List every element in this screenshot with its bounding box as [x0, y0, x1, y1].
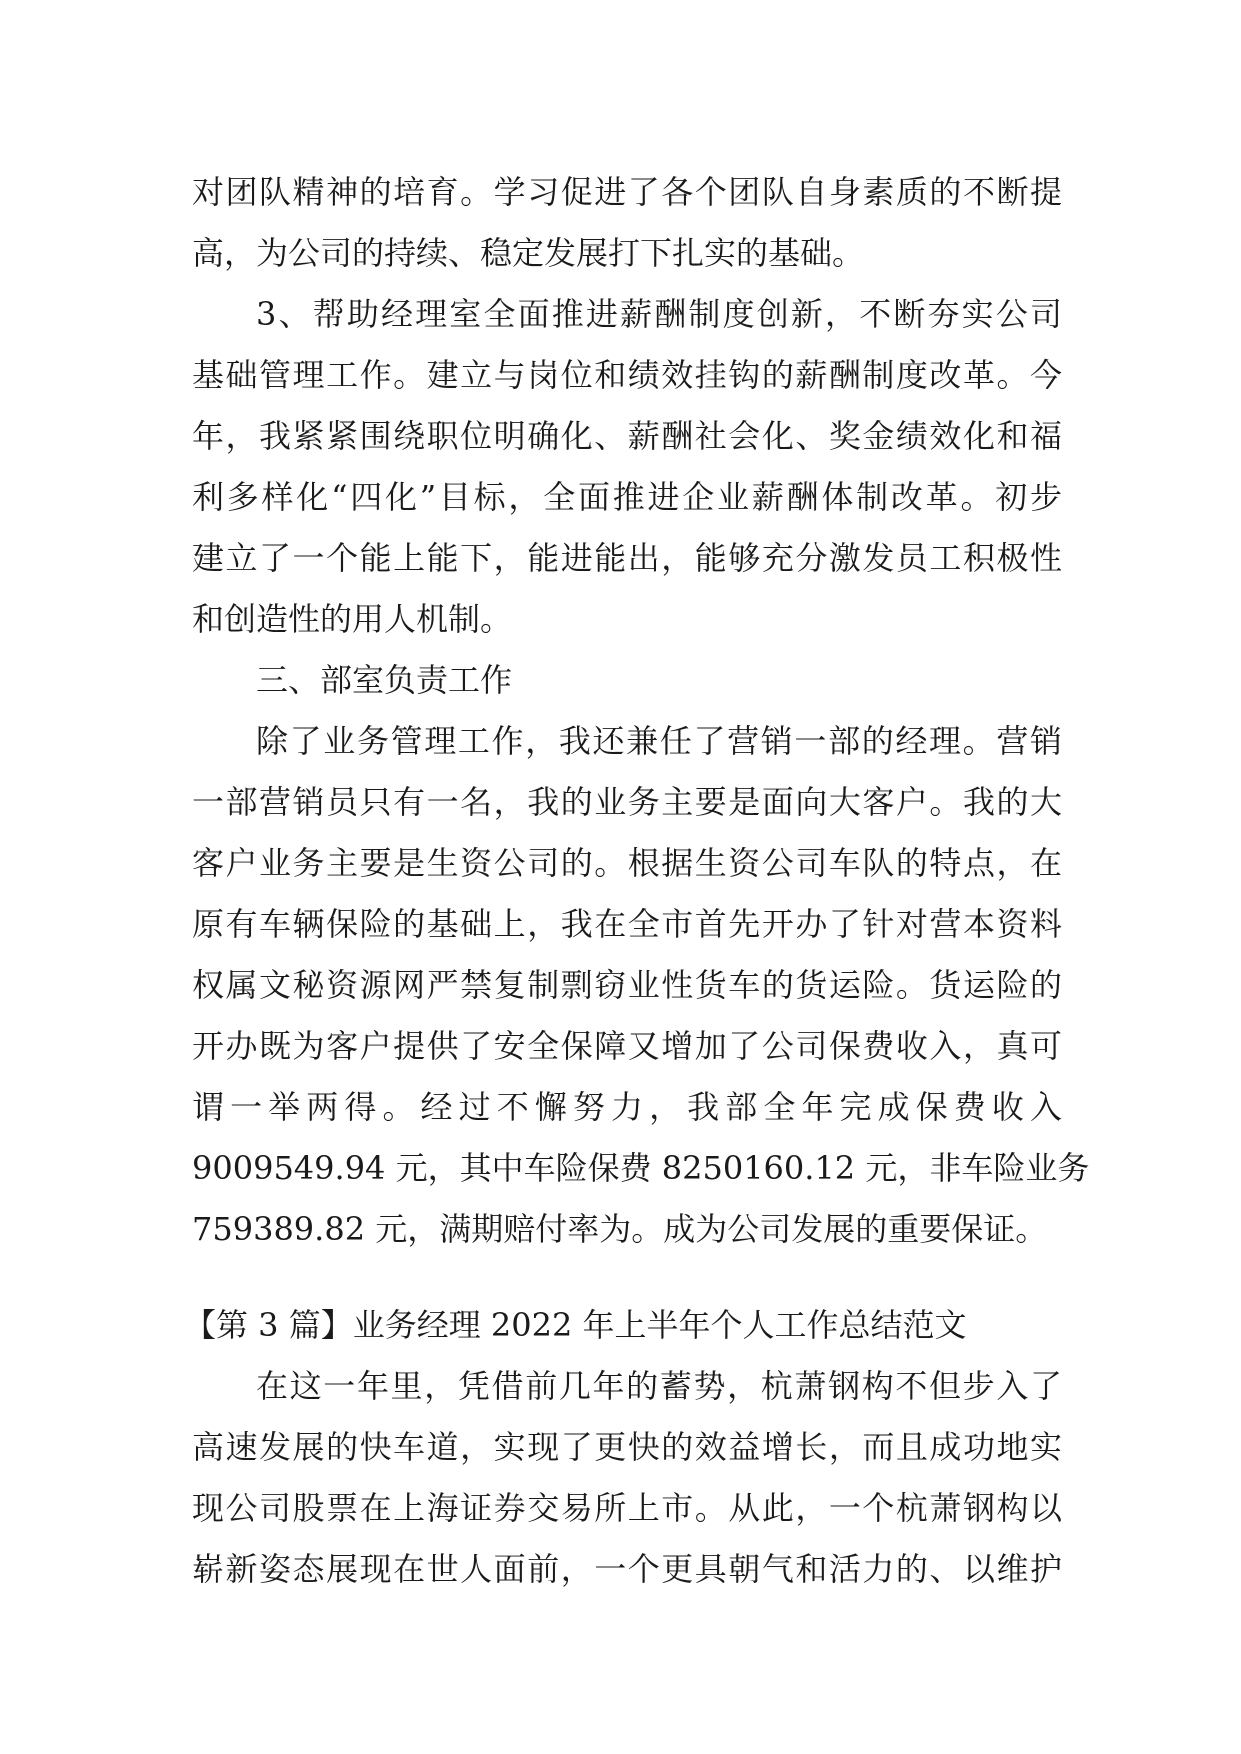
text-line: 和创造性的用人机制。	[192, 600, 513, 638]
text-line: 客户业务主要是生资公司的。根据生资公司车队的特点，在	[192, 844, 1062, 882]
text-line: 3、帮助经理室全面推进薪酬制度创新，不断夯实公司	[256, 295, 1062, 333]
article-title: 【第 3 篇】业务经理 2022 年上半年个人工作总结范文	[184, 1306, 967, 1344]
text-line: 原有车辆保险的基础上，我在全市首先开办了针对营本资料	[192, 905, 1062, 943]
section-heading: 三、部室负责工作	[256, 661, 513, 699]
text-line: 现公司股票在上海证券交易所上市。从此，一个杭萧钢构以	[192, 1489, 1062, 1527]
text-line: 9009549.94 元，其中车险保费 8250160.12 元，非车险业务	[192, 1149, 1090, 1187]
text-line: 崭新姿态展现在世人面前，一个更具朝气和活力的、以维护	[192, 1550, 1062, 1588]
text-line: 权属文秘资源网严禁复制剽窃业性货车的货运险。货运险的	[192, 966, 1062, 1004]
text-line: 利多样化“四化”目标，全面推进企业薪酬体制改革。初步	[192, 478, 1062, 516]
text-line: 年，我紧紧围绕职位明确化、薪酬社会化、奖金绩效化和福	[192, 417, 1062, 455]
text-line: 谓一举两得。经过不懈努力，我部全年完成保费收入	[192, 1088, 1062, 1126]
text-line: 除了业务管理工作，我还兼任了营销一部的经理。营销	[256, 722, 1062, 760]
text-line: 在这一年里，凭借前几年的蓄势，杭萧钢构不但步入了	[256, 1367, 1062, 1405]
text-line: 759389.82 元，满期赔付率为。成为公司发展的重要保证。	[192, 1210, 1048, 1248]
text-line: 基础管理工作。建立与岗位和绩效挂钩的薪酬制度改革。今	[192, 356, 1062, 394]
text-line: 高速发展的快车道，实现了更快的效益增长，而且成功地实	[192, 1428, 1062, 1466]
text-line: 对团队精神的培育。学习促进了各个团队自身素质的不断提	[192, 173, 1062, 211]
text-line: 高，为公司的持续、稳定发展打下扎实的基础。	[192, 234, 865, 272]
text-line: 开办既为客户提供了安全保障又增加了公司保费收入，真可	[192, 1027, 1062, 1065]
text-line: 建立了一个能上能下，能进能出，能够充分激发员工积极性	[192, 539, 1062, 577]
text-line: 一部营销员只有一名，我的业务主要是面向大客户。我的大	[192, 783, 1062, 821]
